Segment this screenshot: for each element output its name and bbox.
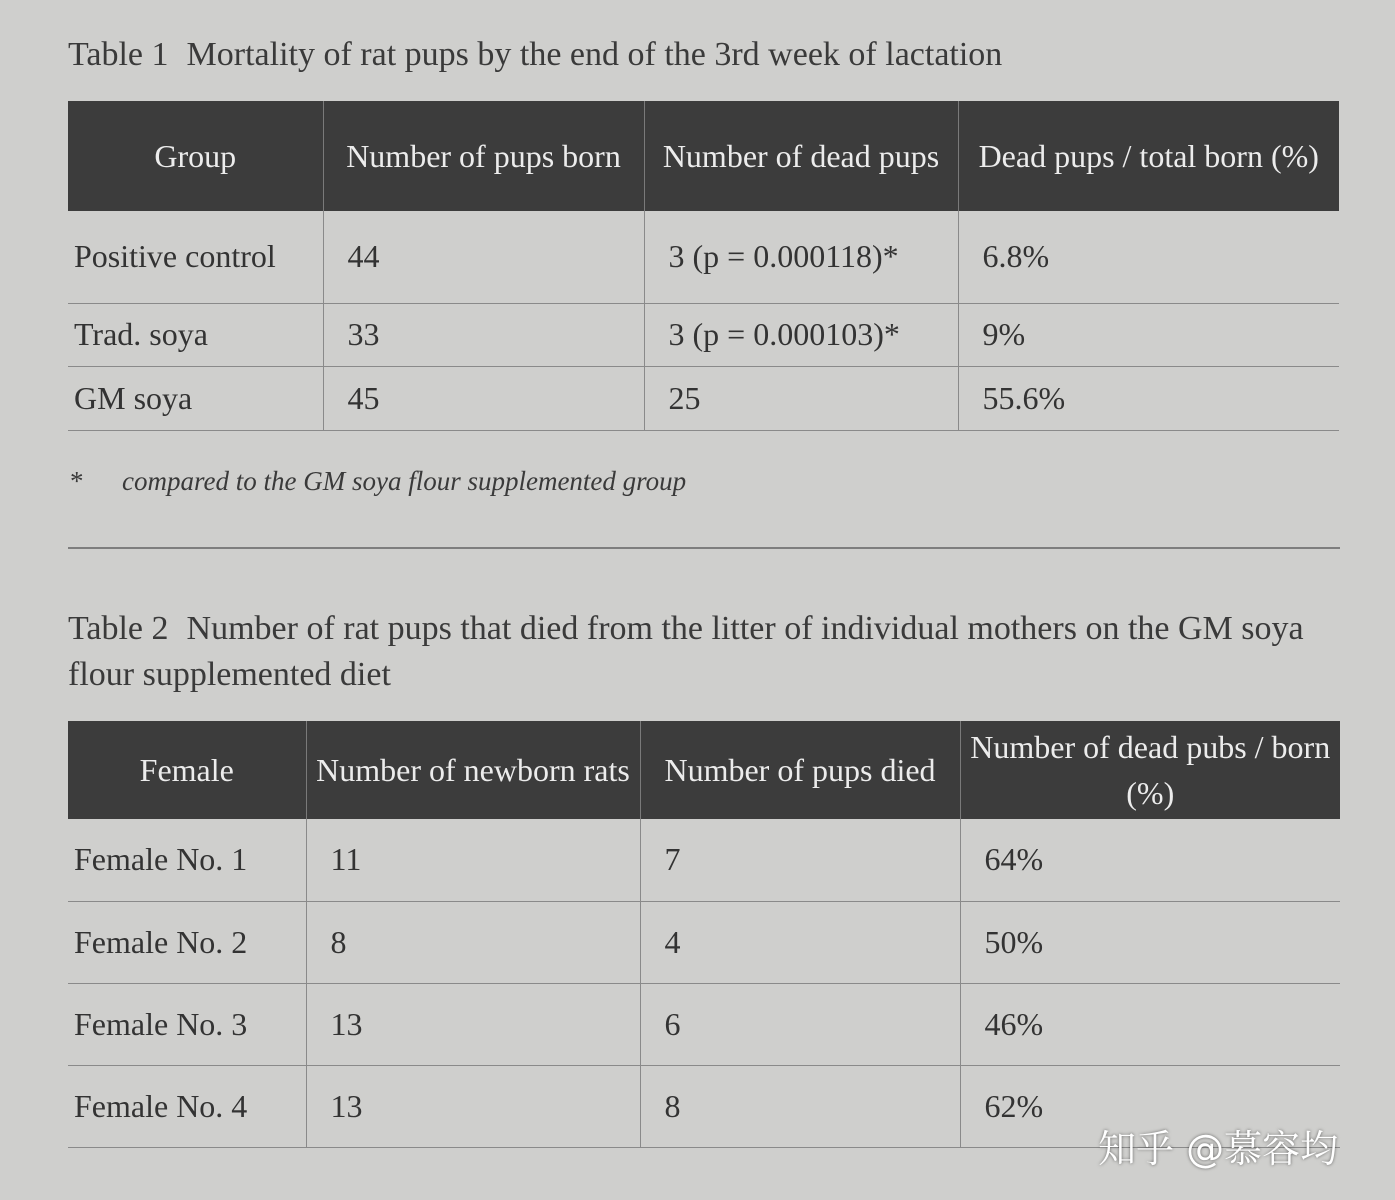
table-cell: 44 [323,211,644,303]
table-cell: Positive control [68,211,323,303]
watermark: 知乎 @慕容均 [1098,1127,1339,1171]
table2-header-dead-percent: Number of dead pubs / born (%) [960,721,1340,819]
table-row [68,303,1339,366]
table-cell: 9% [958,303,1339,366]
table-cell: 6.8% [958,211,1339,303]
table2-header-newborn: Number of newborn rats [306,721,640,819]
table-row [68,901,1340,983]
table1-caption-number: Table 1 [68,36,169,73]
table1-header-pups-born: Number of pups born [323,101,644,211]
table-cell: 3 (p = 0.000103)* [644,303,958,366]
table-cell: 33 [323,303,644,366]
table-cell: 4 [640,901,960,983]
table-cell: 50% [960,901,1340,983]
table-cell: 64% [960,819,1340,901]
table-cell: 62% [960,1065,1340,1147]
table-cell: 11 [306,819,640,901]
table2-caption-text: Number of rat pups that died from the litter of individual mothers on the GM soya flour supplemented diet [68,610,1304,693]
table1-caption [68,32,1002,78]
footnote-mark: * [70,466,84,496]
table2-header-female: Female [68,721,306,819]
table-cell: GM soya [68,366,323,430]
table-cell: 13 [306,1065,640,1147]
table-row [68,211,1339,303]
table2-caption [68,606,1340,698]
table1-caption-text: Mortality of rat pups by the end of the 3rd week of lactation [186,36,1003,73]
table-cell: Female No. 2 [68,901,306,983]
table-cell: 8 [640,1065,960,1147]
table-cell: 46% [960,983,1340,1065]
table-row [68,983,1340,1065]
table-cell: Trad. soya [68,303,323,366]
table-cell: 25 [644,366,958,430]
table-cell: Female No. 4 [68,1065,306,1147]
table1 [68,101,1339,431]
table-cell: Female No. 1 [68,819,306,901]
table1-header-dead-percent: Dead pups / total born (%) [958,101,1339,211]
table2-caption-number: Table 2 [68,610,169,647]
table1-header-row [68,101,1339,211]
table-cell: 13 [306,983,640,1065]
table-cell: 7 [640,819,960,901]
section-divider [68,547,1340,549]
table-cell: 6 [640,983,960,1065]
table1-header-dead-pups: Number of dead pups [644,101,958,211]
table2-header-row [68,721,1340,819]
table-row [68,819,1340,901]
table1-footnote [70,466,686,497]
table2 [68,721,1340,1148]
table-cell: 3 (p = 0.000118)* [644,211,958,303]
table-row [68,366,1339,430]
table-cell: 8 [306,901,640,983]
table-cell: Female No. 3 [68,983,306,1065]
table2-header-pups-died: Number of pups died [640,721,960,819]
table-cell: 55.6% [958,366,1339,430]
footnote-text: compared to the GM soya flour supplemented group [122,466,687,496]
table1-header-group: Group [68,101,323,211]
table-cell: 45 [323,366,644,430]
